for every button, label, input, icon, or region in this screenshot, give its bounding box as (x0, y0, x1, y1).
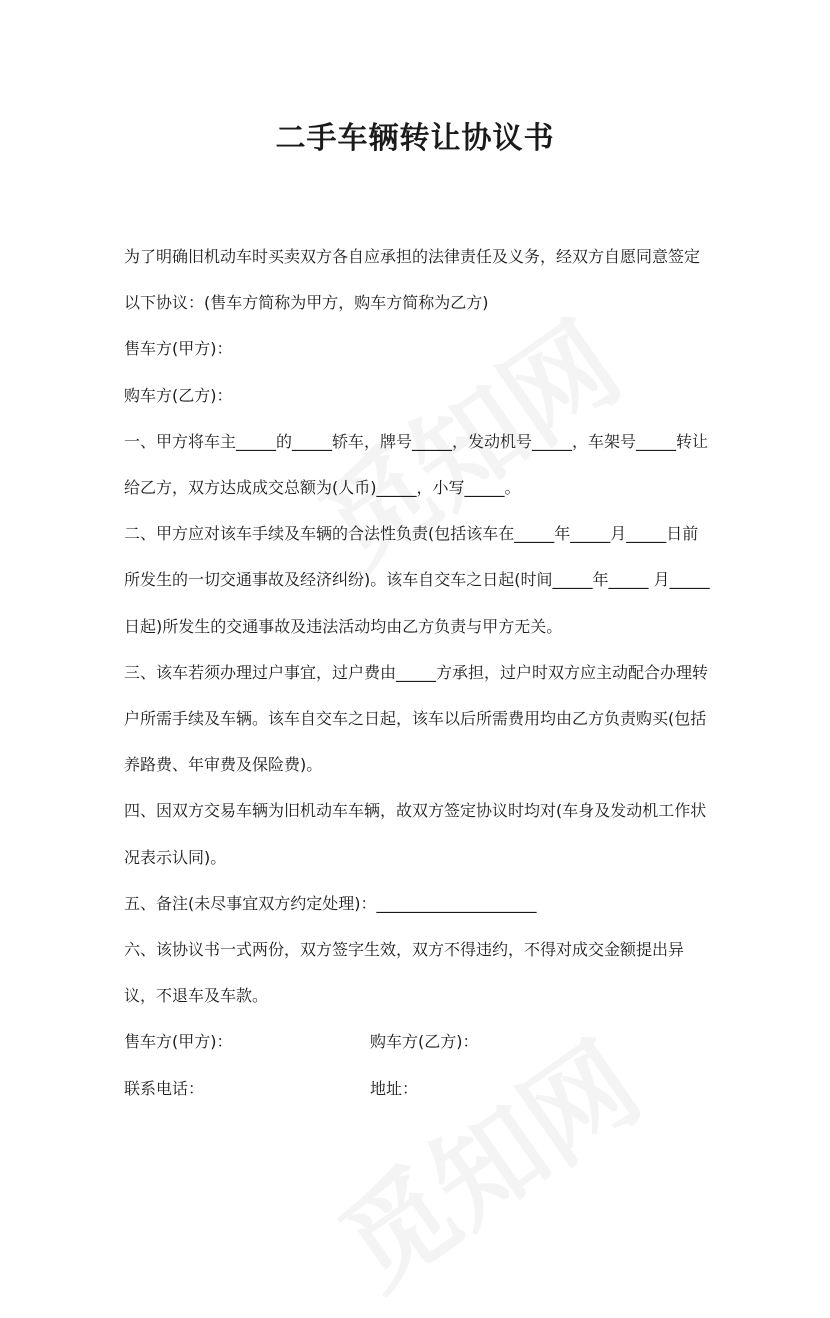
clause-1: 一、甲方将车主_____的_____轿车，牌号_____，发动机号_____，车架号_____转让给乙方，双方达成成交总额为(人币)_____，小写_____。 (124, 431, 709, 498)
contact-row (124, 1066, 710, 1112)
document-body (124, 234, 710, 1112)
clause-6: 六、该协议书一式两份，双方签字生效，双方不得违约，不得对成交金额提出异议，不退车及车款。 (124, 940, 685, 1006)
intro-paragraph: 为了明确旧机动车时买卖双方各自应承担的法律责任及义务，经双方自愿同意签定以下协议：(售车方简称为甲方，购车方简称为乙方) (124, 247, 701, 313)
address-label: 地址： (370, 1078, 419, 1098)
buyer-line: 购车方(乙方)： (124, 385, 233, 405)
buyer-signature-label: 购车方(乙方)： (370, 1032, 479, 1052)
seller-signature-label: 售车方(甲方)： (124, 1032, 233, 1052)
clause-5: 五、备注(未尽事宜双方约定处理)：____________________ (124, 893, 537, 913)
clause-4: 四、因双方交易车辆为旧机动车车辆，故双方签定协议时均对(车身及发动机工作状况表示认同)。 (124, 801, 707, 867)
clause-2: 二、甲方应对该车手续及车辆的合法性负责(包括该车在_____年_____月_____日前所发生的一切交通事故及经济纠纷)。该车自交车之日起(时间_____年_____ 月_____日起)所发生的交通事故及违法活动均由乙方负责与甲方无关。 (124, 524, 710, 636)
signature-row (124, 1019, 710, 1065)
document-title: 二手车辆转让协议书 (275, 121, 555, 156)
seller-line: 售车方(甲方)： (124, 339, 233, 359)
clause-3: 三、该车若须办理过户事宜，过户费由_____方承担，过户时双方应主动配合办理转户所需手续及车辆。该车自交车之日起，该车以后所需费用均由乙方负责购买(包括养路费、年审费及保险费)。 (124, 662, 709, 775)
phone-label: 联系电话： (124, 1078, 205, 1098)
